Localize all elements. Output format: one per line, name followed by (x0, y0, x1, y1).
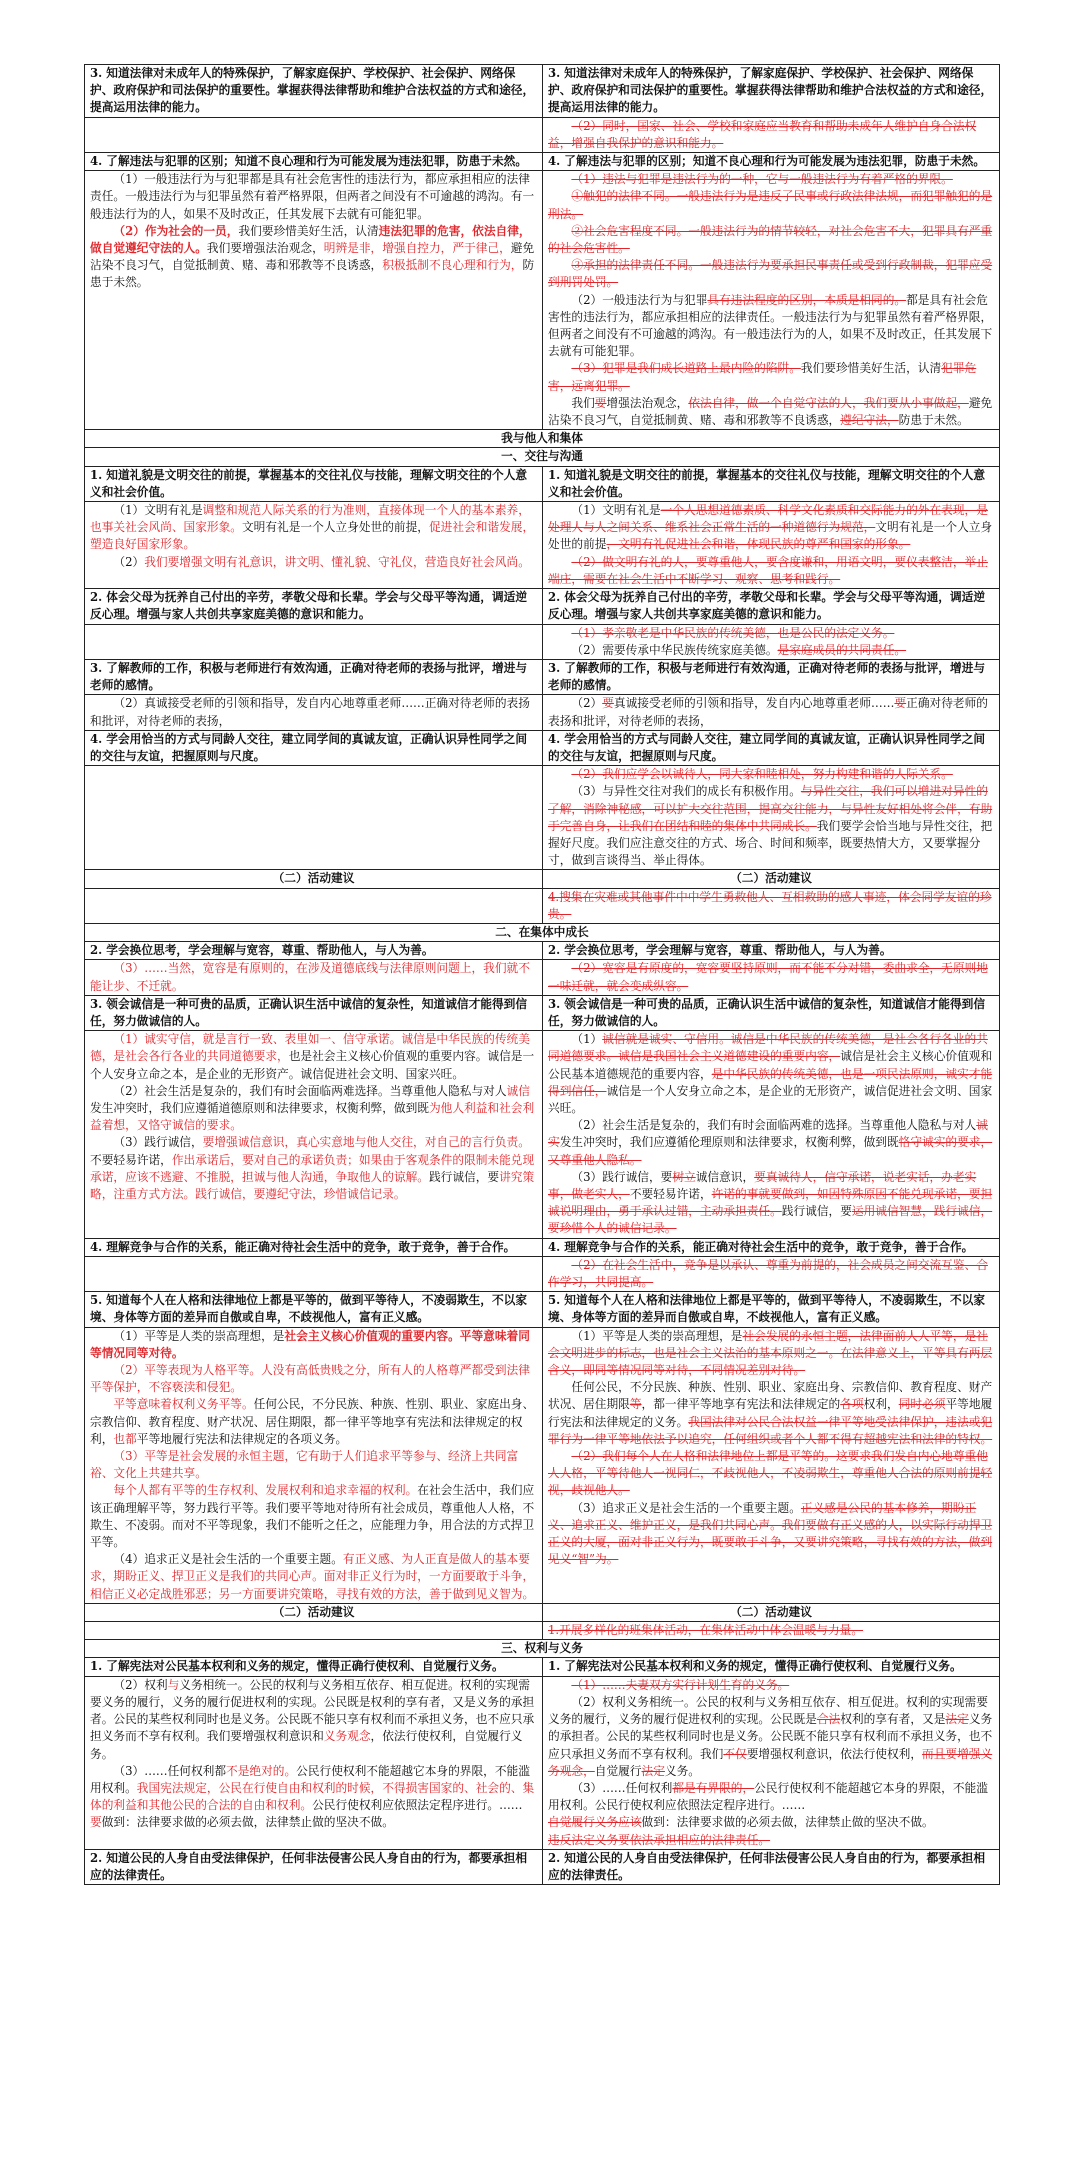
new-standard-heading: 3. 知道法律对未成年人的特殊保护，了解家庭保护、学校保护、社会保护、网络保护、政府保护和司法保护的重要性。掌握获得法律帮助和维护合法权益的方式和途径，提高运用法律的能力。 (543, 65, 1000, 118)
new-standard-content: （2）同时，国家、社会、学校和家庭应当教育和帮助未成年人维护自身合法权益，增强自我保护的意识和能力。 (543, 117, 1000, 152)
new-standard-content: （2）要真诚接受老师的引领和指导，发自内心地尊重老师……要正确对待老师的表扬和批评，对待老师的表扬， (543, 695, 1000, 730)
comparison-table (84, 64, 1000, 1885)
old-standard-heading: 1. 知道礼貌是文明交往的前提，掌握基本的交往礼仪与技能，理解文明交往的个人意义和社会价值。 (85, 466, 543, 501)
old-standard-content: （3）……当然，宽容是有原则的，在涉及道德底线与法律原则问题上，我们就不能让步、不迁就。 (85, 960, 543, 995)
table-row (85, 995, 1000, 1030)
new-standard-content: （1）……夫妻双方实行计划生育的义务。 （2）权利义务相统一。公民的权利与义务相互依存、相互促进。权利的实现需要义务的履行，义务的履行促进权利的实现。公民既是合法权利的享有者，又是法定义务的承担者。公民的某些权利同时也是义务。公民既不能只享有权利而不承担义务，也不应只承担义务而不享有权利。我们不仅要增强权利意识，依法行使权利，而且要增强义务观念，自觉履行法定义务。 （3）……任何权利都是有界限的，公民行使权利不能超越它本身的界限，不能滥用权利。公民行使权利应依照法定程序进行。…… 自觉履行义务应该做到：法律要求做的必须去做，法律禁止做的坚决不做。 违反法定义务要依法承担相应的法律责任。 (543, 1676, 1000, 1849)
table-row (85, 1256, 1000, 1291)
activity-label: （二）活动建议 (85, 1603, 543, 1621)
table-row (85, 870, 1000, 888)
new-standard-heading: 1. 知道礼貌是文明交往的前提，掌握基本的交往礼仪与技能，理解文明交往的个人意义和社会价值。 (543, 466, 1000, 501)
old-standard-heading: 4. 了解违法与犯罪的区别；知道不良心理和行为可能发展为违法犯罪，防患于未然。 (85, 153, 543, 171)
table-row (85, 1292, 1000, 1327)
unit-title: 我与他人和集体 (85, 430, 1000, 448)
old-standard-content (85, 888, 543, 923)
old-standard-heading: 4. 学会用恰当的方式与同龄人交往，建立同学间的真诚友谊，正确认识异性同学之间的交往与友谊，把握原则与尺度。 (85, 730, 543, 765)
new-standard-content: （2）在社会生活中，竞争是以承认、尊重为前提的，社会成员之间交流互鉴、合作学习，共同提高。 (543, 1256, 1000, 1291)
table-row (85, 171, 1000, 430)
new-standard-content: （2）我们应学会以诚待人，同大家和睦相处，努力构建和谐的人际关系。 （3）与异性交往对我们的成长有积极作用。与异性交往，我们可以增进对异性的了解，消除神秘感，可以扩大交往范围，提高交往能力，与异性友好相处将会伴，有助于完善自身，让我们在团结和睦的集体中共同成长。我们要学会恰当地与异性交往，把握好尺度。我们应注意交往的方式、场合、时间和频率，既要热情大方，又要掌握分寸，做到言谈得当、举止得体。 (543, 766, 1000, 870)
section-title: 一、交往与沟通 (85, 448, 1000, 466)
table-row (85, 1640, 1000, 1658)
table-row (85, 1031, 1000, 1238)
table-row (85, 448, 1000, 466)
old-standard-heading: 3. 知道法律对未成年人的特殊保护，了解家庭保护、学校保护、社会保护、网络保护、政府保护和司法保护的重要性。掌握获得法律帮助和维护合法权益的方式和途径，提高运用法律的能力。 (85, 65, 543, 118)
table-row (85, 960, 1000, 995)
new-standard-heading: 2. 知道公民的人身自由受法律保护，任何非法侵害公民人身自由的行为，都要承担相应的法律责任。 (543, 1849, 1000, 1884)
table-row (85, 1327, 1000, 1603)
old-standard-content: （2）权利与义务相统一。公民的权利与义务相互依存、相互促进。权利的实现需要义务的履行，义务的履行促进权利的实现。公民既是权利的享有者，又是义务的承担者。公民的某些权利同时也是义务。公民既不能只享有权利而不承担义务，也不应只承担义务而不享有权利。我们要增强权利意识和义务观念，依法行使权利，自觉履行义务。 （3）……任何权利都不是绝对的。公民行使权利不能超越它本身的界限，不能滥用权利。我国宪法规定，公民在行使自由和权利的时候，不得损害国家的、社会的、集体的利益和其他公民的合法的自由和权利。公民行使权利应依照法定程序进行。…… 要做到：法律要求做的必须去做，法律禁止做的坚决不做。 (85, 1676, 543, 1849)
table-row (85, 1658, 1000, 1676)
new-standard-heading: 4. 理解竞争与合作的关系，能正确对待社会生活中的竞争，敢于竞争，善于合作。 (543, 1238, 1000, 1256)
new-standard-content: （1）文明有礼是一个人思想道德素质、科学文化素质和交际能力的外在表现，是处理人与人之间关系、维系社会正常生活的一种道德行为规范，文明有礼是一个人立身处世的前提，文明有礼促进社会和谐，体现民族的尊严和国家的形象。 （2）做文明有礼的人，要尊重他人，要含度谦和，用语文明，要仪表整洁，举止端庄，需要在社会生活中不断学习、观察、思考和践行。 (543, 502, 1000, 589)
table-row (85, 502, 1000, 589)
section-title: 三、权利与义务 (85, 1640, 1000, 1658)
new-standard-heading: 2. 体会父母为抚养自己付出的辛劳，孝敬父母和长辈。学会与父母平等沟通，调适逆反心理。增强与家人共创共享家庭美德的意识和能力。 (543, 589, 1000, 624)
table-row (85, 1238, 1000, 1256)
table-row (85, 888, 1000, 923)
old-standard-heading: 2. 体会父母为抚养自己付出的辛劳，孝敬父母和长辈。学会与父母平等沟通，调适逆反心理。增强与家人共创共享家庭美德的意识和能力。 (85, 589, 543, 624)
table-row (85, 466, 1000, 501)
new-standard-heading: 3. 领会诚信是一种可贵的品质，正确认识生活中诚信的复杂性，知道诚信才能得到信任，努力做诚信的人。 (543, 995, 1000, 1030)
table-row (85, 589, 1000, 624)
old-standard-heading: 3. 了解教师的工作，积极与老师进行有效沟通，正确对待老师的表扬与批评，增进与老师的感情。 (85, 659, 543, 694)
old-standard-heading: 2. 学会换位思考，学会理解与宽容，尊重、帮助他人，与人为善。 (85, 942, 543, 960)
new-standard-content: （1）诚信就是诚实、守信用。诚信是中华民族的传统美德，是社会各行各业的共同道德要求。诚信是我国社会主义道德建设的重要内容，诚信是社会主义核心价值观和公民基本道德规范的重要内容，是中华民族的传统美德，也是一项民法原则，诚实才能得到信任，诚信是一个人安身立命之本，是企业的无形资产，诚信促进社会文明、国家兴旺。 （2）社会生活是复杂的，我们有时会面临两难的选择。当尊重他人隐私与对人诚实发生冲突时，我们应遵循伦理原则和法律要求，权衡利弊，做到既恪守诚实的要求，又尊重他人隐私。 （3）践行诚信，要树立诚信意识，要真诚待人，信守承诺，说老实话，办老实事，做老实人，不要轻易许诺，许诺的事就要做到，如因特殊原因不能兑现承诺，要担诚说明理由，勇于承认过错，主动承担责任。践行诚信，要运用诚信智慧，践行诚信，要珍惜个人的诚信记录。 (543, 1031, 1000, 1238)
table-row (85, 1622, 1000, 1640)
old-standard-content (85, 117, 543, 152)
table-row (85, 153, 1000, 171)
table-row (85, 766, 1000, 870)
table-row (85, 430, 1000, 448)
new-standard-content: （1）平等是人类的崇高理想，是社会发展的永恒主题，法律面前人人平等，是社会文明进步的标志，也是社会主义法治的基本原则之一。在法律意义上，平等具有两层含义，即同等情况同等对待，不同情况差别对待。 任何公民，不分民族、种族、性别、职业、家庭出身、宗教信仰、教育程度、财产状况、居住期限等，都一律平等地享有宪法和法律规定的各项权利，同时必须平等地履行宪法和法律规定的义务。我国法律对公民合法权益一律平等地受法律保护，违法或犯罪行为一律平等地依法予以追究，任何组织或者个人都不得有超越宪法和法律的特权。 （2）我们每个人在人格和法律地位上都是平等的。这要求我们发自内心地尊重他人人格，平等待他人一视同仁，不歧视他人，不凌弱欺生，尊重他人合法的原则前提轻视，歧视他人。 （3）追求正义是社会生活的一个重要主题。正义感是公民的基本修养，期盼正义、追求正义、维护正义，是我们共同心声。我们要做有正义感的人，以实际行动捍卫正义的大厦，面对非正义行为，既要敢于斗争，又要讲究策略，寻找有效的方法，做到见义“智”为。 (543, 1327, 1000, 1603)
old-standard-content: （1）平等是人类的崇高理想，是社会主义核心价值观的重要内容。平等意味着同等情况同等对待。 （2）平等表现为人格平等。人没有高低贵贱之分，所有人的人格尊严都受到法律平等保护，不容亵渎和侵犯。 平等意味着权利义务平等。任何公民，不分民族、种族、性别、职业、家庭出身、宗教信仰、教育程度、财产状况、居住期限，都一律平等地享有宪法和法律规定的权利，也都平等地履行宪法和法律规定的各项义务。 （3）平等是社会发展的永恒主题，它有助于人们追求平等参与、经济上共同富裕、文化上共建共享。 每个人都有平等的生存权利、发展权利和追求幸福的权利。在社会生活中，我们应该正确理解平等，努力践行平等。我们要平等地对待所有社会成员，尊重他人人格，不欺生、不凌弱。而对不平等现象，我们不能听之任之，应能理力争，用合法的方式捍卫平等。 （4）追求正义是社会生活的一个重要主题。有正义感、为人正直是做人的基本要求，期盼正义、捍卫正义是我们的共同心声。面对非正义行为时，一方面要敢于斗争，相信正义必定战胜邪恶；另一方面要讲究策略，寻找有效的方法，善于做到见义智为。 (85, 1327, 543, 1603)
new-standard-heading: 5. 知道每个人在人格和法律地位上都是平等的，做到平等待人，不凌弱欺生，不以家境、身体等方面的差异而自傲或自卑，不歧视他人，富有正义感。 (543, 1292, 1000, 1327)
section-title: 二、在集体中成长 (85, 923, 1000, 941)
old-standard-heading: 1. 了解宪法对公民基本权利和义务的规定，懂得正确行使权利、自觉履行义务。 (85, 1658, 543, 1676)
activity-label: （二）活动建议 (543, 870, 1000, 888)
table-row (85, 624, 1000, 659)
old-standard-content (85, 1622, 543, 1640)
table-row (85, 942, 1000, 960)
table-row (85, 1849, 1000, 1884)
old-standard-content: （1）文明有礼是调整和规范人际关系的行为准则，直接体现一个人的基本素养，也事关社会风尚、国家形象。文明有礼是一个人立身处世的前提，促进社会和谐发展，塑造良好国家形象。 （2）我们要增强文明有礼意识，讲文明、懂礼貌、守礼仪，营造良好社会风尚。 (85, 502, 543, 589)
old-standard-content (85, 1256, 543, 1291)
old-standard-heading: 2. 知道公民的人身自由受法律保护，任何非法侵害公民人身自由的行为，都要承担相应的法律责任。 (85, 1849, 543, 1884)
new-standard-content: （1）违法与犯罪是违法行为的一种，它与一般违法行为有着严格的界限。 ①触犯的法律不同。一般违法行为是违反了民事或行政法律法规，而犯罪触犯的是刑法。 ②社会危害程度不同。一般违法行为的情节较轻，对社会危害不大，犯罪具有严重的社会危害性。 ③承担的法律责任不同。一般违法行为要承担民事责任或受到行政制裁，犯罪应受到刑罚处罚。 （2）一般违法行为与犯罪具有违法程度的区别，本质是相同的。都是具有社会危害性的违法行为，都应承担相应的法律责任。一般违法行为与犯罪虽然有着严格界限，但两者之间没有不可逾越的鸿沟。有一般违法行为的人，如果不及时改正，任其发展下去就有可能犯罪。 （3）犯罪是我们成长道路上最内险的陷阱。我们要珍惜美好生活，认清犯罪危害，远离犯罪。 我们要增强法治观念，依法自律，做一个自觉守法的人，我们要从小事做起，避免沾染不良习气，自觉抵制黄、赌、毒和邪教等不良诱惑，遵纪守法，防患于未然。 (543, 171, 1000, 430)
new-standard-heading: 2. 学会换位思考，学会理解与宽容，尊重、帮助他人，与人为善。 (543, 942, 1000, 960)
new-standard-content: 1.开展多样化的班集体活动，在集体活动中体会温暖与力量。 (543, 1622, 1000, 1640)
old-standard-content (85, 624, 543, 659)
table-row (85, 117, 1000, 152)
table-row (85, 659, 1000, 694)
new-standard-heading: 4. 了解违法与犯罪的区别；知道不良心理和行为可能发展为违法犯罪，防患于未然。 (543, 153, 1000, 171)
new-standard-content: （1）孝亲敬老是中华民族的传统美德，也是公民的法定义务。 （2）需要传承中华民族传统家庭美德。是家庭成员的共同责任。 (543, 624, 1000, 659)
table-row (85, 695, 1000, 730)
old-standard-heading: 5. 知道每个人在人格和法律地位上都是平等的，做到平等待人，不凌弱欺生，不以家境、身体等方面的差异而自傲或自卑，不歧视他人，富有正义感。 (85, 1292, 543, 1327)
old-standard-content (85, 766, 543, 870)
activity-label: （二）活动建议 (543, 1603, 1000, 1621)
old-standard-content: （1）一般违法行为与犯罪都是具有社会危害性的违法行为，都应承担相应的法律责任。一般违法行为与犯罪虽然有着严格界限，但两者之间没有不可逾越的鸿沟。有一般违法行为的人，如果不及时改正，任其发展下去就有可能犯罪。 （2）作为社会的一员，我们要珍惜美好生活，认清违法犯罪的危害，依法自律，做自觉遵纪守法的人。我们要增强法治观念，明辨是非，增强自控力，严于律己，避免沾染不良习气，自觉抵制黄、赌、毒和邪教等不良诱惑，积极抵制不良心理和行为，防患于未然。 (85, 171, 543, 430)
new-standard-heading: 1. 了解宪法对公民基本权利和义务的规定，懂得正确行使权利、自觉履行义务。 (543, 1658, 1000, 1676)
old-standard-content: （1）诚实守信，就是言行一致、表里如一、信守承诺。诚信是中华民族的传统美德，是社会各行各业的共同道德要求，也是社会主义核心价值观的重要内容。诚信是一个人安身立命之本，是企业的无形资产。诚信促进社会文明、国家兴旺。 （2）社会生活是复杂的，我们有时会面临两难选择。当尊重他人隐私与对人诚信发生冲突时，我们应遵循道德原则和法律要求，权衡利弊，做到既为他人利益和社会利益着想，又恪守诚信的要求。 （3）践行诚信，要增强诚信意识，真心实意地与他人交往，对自己的言行负责。不要轻易许诺，作出承诺后，要对自己的承诺负责；如果由于客观条件的限制未能兑现承诺，应该不逃避、不推脱，担诚与他人沟通，争取他人的谅解。践行诚信，要讲究策略，注重方式方法。践行诚信，要遵纪守法，珍惜诚信记录。 (85, 1031, 543, 1238)
new-standard-heading: 4. 学会用恰当的方式与同龄人交往，建立同学间的真诚友谊，正确认识异性同学之间的交往与友谊，把握原则与尺度。 (543, 730, 1000, 765)
table-row (85, 730, 1000, 765)
new-standard-content: （2）宽容是有原度的，宽容要坚持原则，而不能不分对错，委曲求全，无原则地一味迁就，就会变成纵容。 (543, 960, 1000, 995)
new-standard-heading: 3. 了解教师的工作，积极与老师进行有效沟通，正确对待老师的表扬与批评，增进与老师的感情。 (543, 659, 1000, 694)
old-standard-heading: 4. 理解竞争与合作的关系，能正确对待社会生活中的竞争，敢于竞争，善于合作。 (85, 1238, 543, 1256)
old-standard-heading: 3. 领会诚信是一种可贵的品质，正确认识生活中诚信的复杂性，知道诚信才能得到信任，努力做诚信的人。 (85, 995, 543, 1030)
new-standard-content: 4.搜集在灾难或其他事件中中学生勇救他人、互相救助的感人事迹，体会同学友谊的珍贵。 (543, 888, 1000, 923)
table-row (85, 65, 1000, 118)
table-row (85, 923, 1000, 941)
table-row (85, 1603, 1000, 1621)
table-row (85, 1676, 1000, 1849)
old-standard-content: （2）真诚接受老师的引领和指导，发自内心地尊重老师……正确对待老师的表扬和批评，对待老师的表扬， (85, 695, 543, 730)
activity-label: （二）活动建议 (85, 870, 543, 888)
